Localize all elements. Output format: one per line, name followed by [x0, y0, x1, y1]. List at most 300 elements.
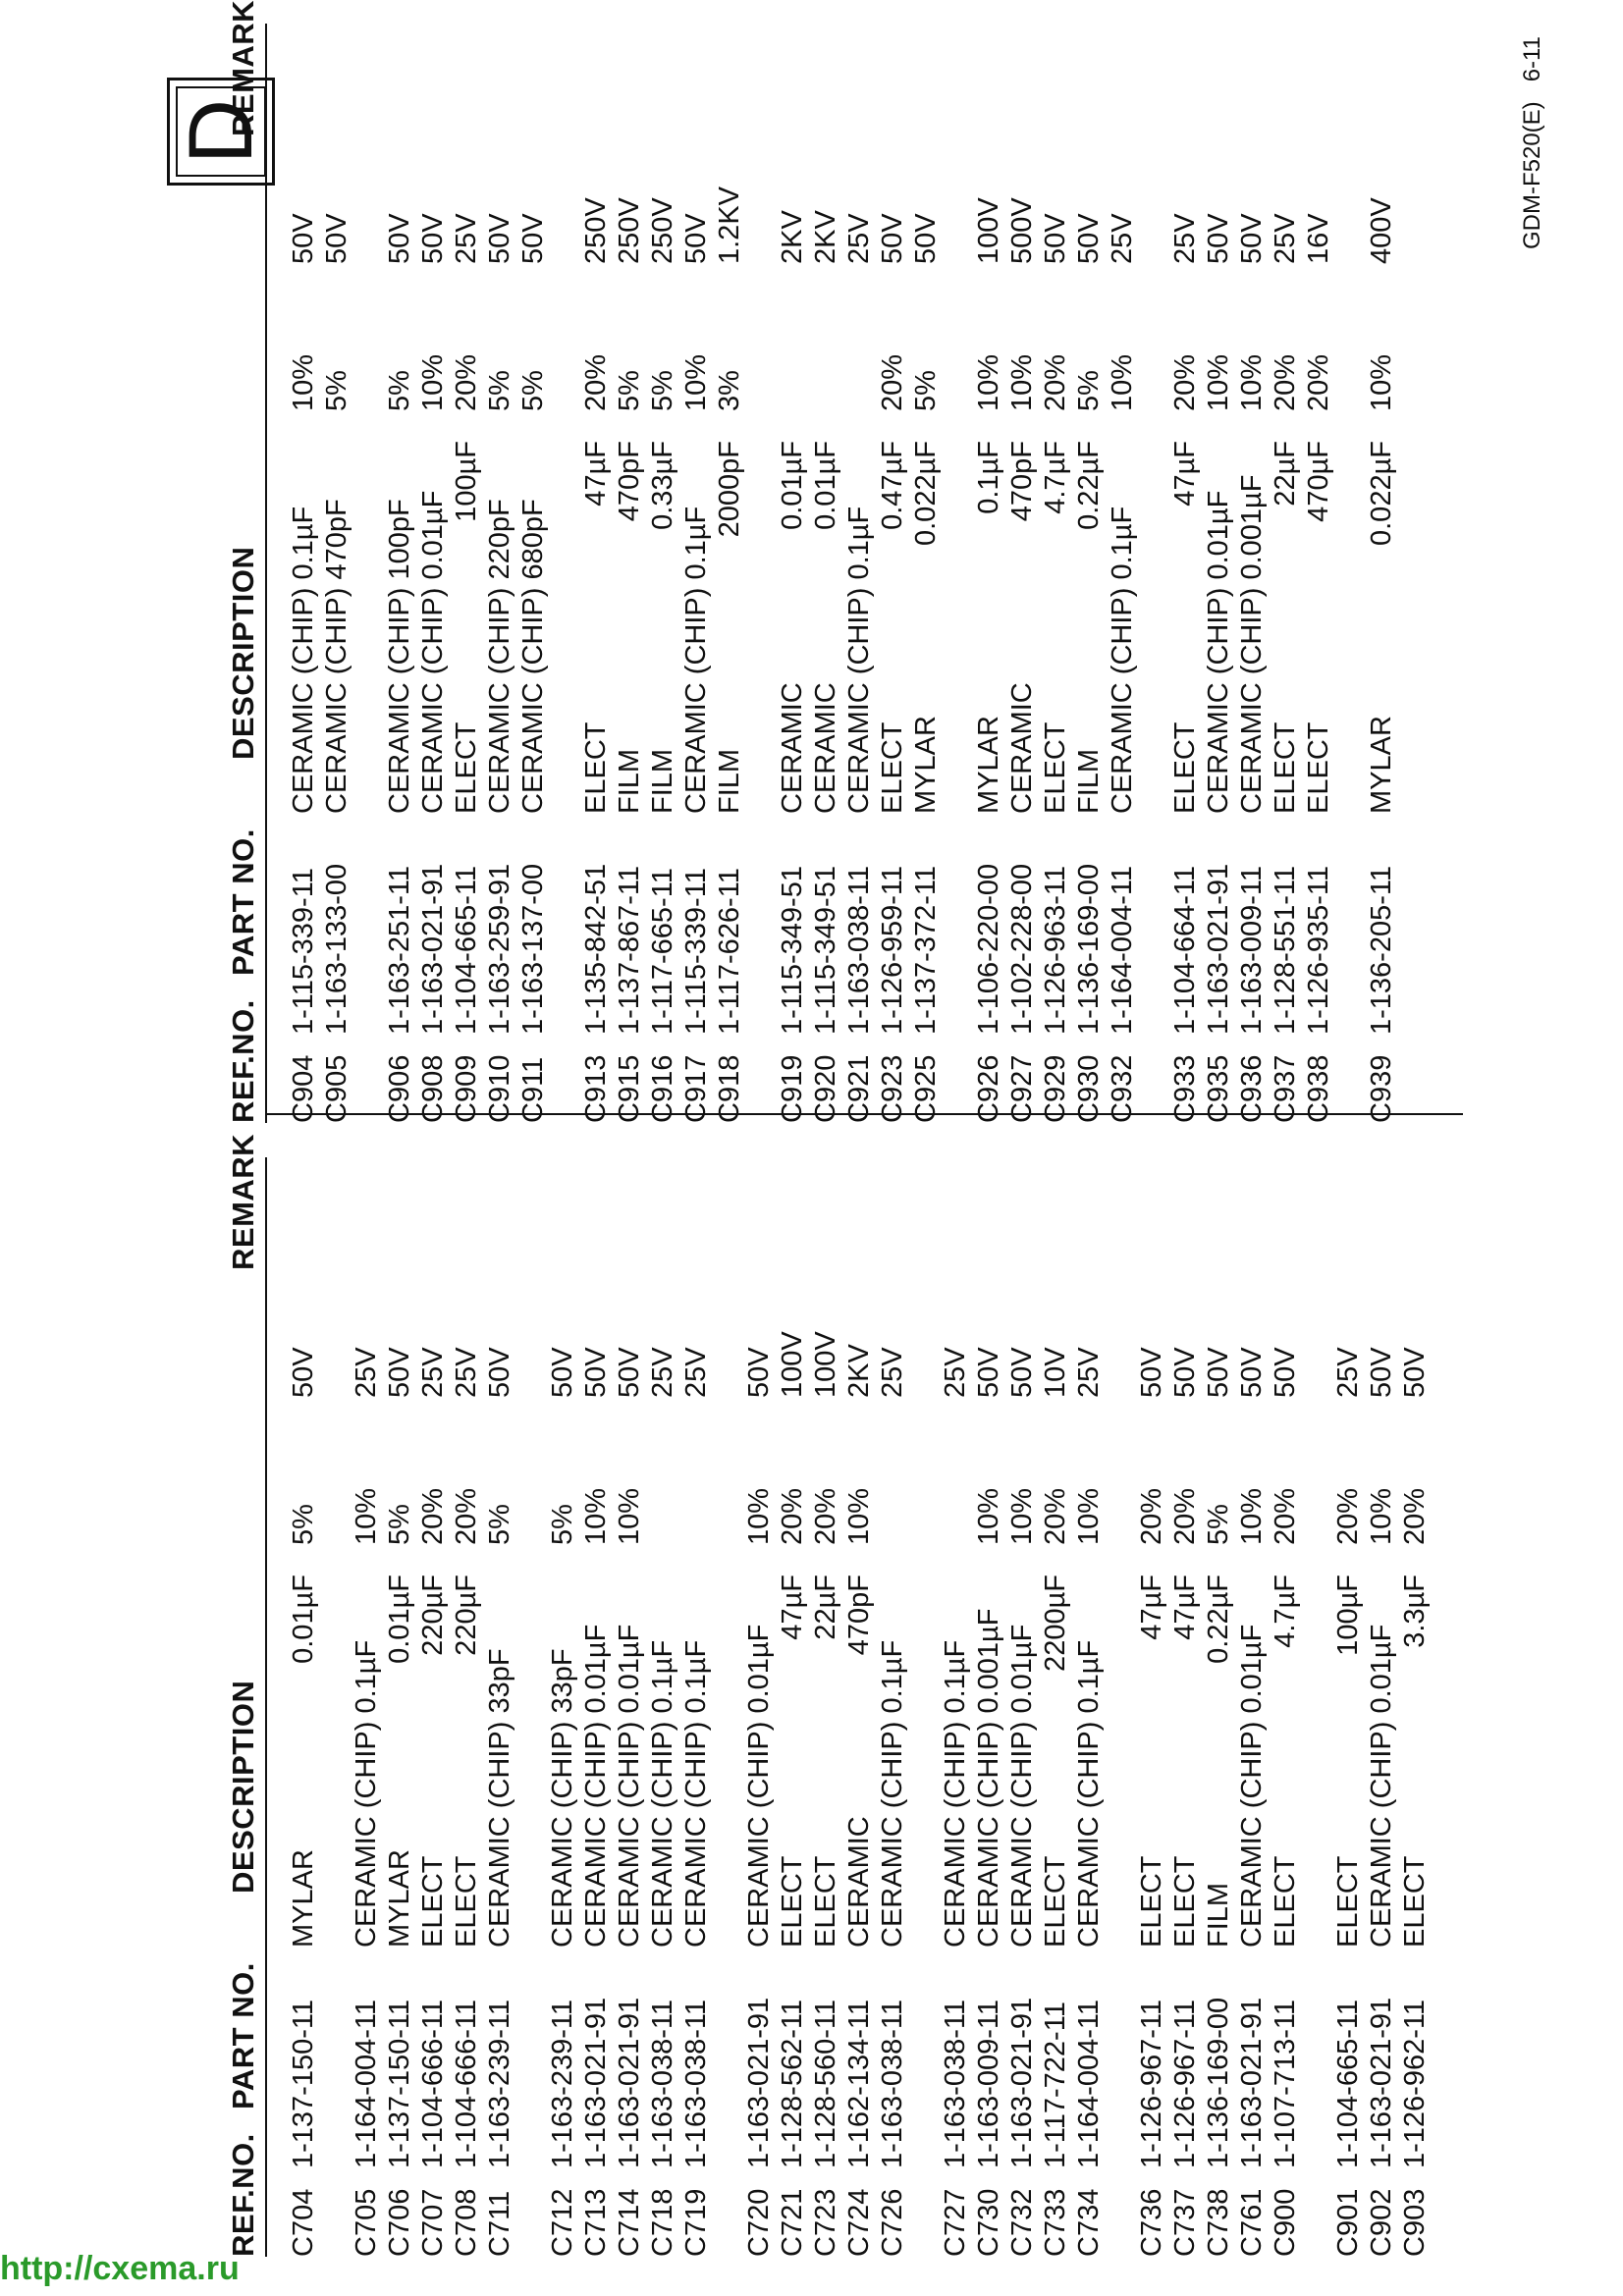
value-cell: 100µF — [1332, 1575, 1364, 1656]
ref-no-cell: C704 — [288, 2188, 319, 2257]
tolerance-cell: 10% — [973, 353, 1004, 411]
table-header-left — [226, 1133, 261, 2257]
remark-cell: 50V — [1203, 213, 1234, 264]
part-no-cell: 1-163-259-91 — [484, 863, 515, 1035]
remark-cell: 400V — [1366, 197, 1397, 264]
ref-no-cell: C712 — [547, 2188, 578, 2257]
tolerance-cell: 5% — [647, 370, 678, 411]
part-no-cell: 1-128-560-11 — [810, 2000, 841, 2168]
value-cell: 3.3µF — [1399, 1575, 1431, 1648]
description-cell: MYLAR — [288, 1849, 319, 1948]
ref-no-cell: C921 — [843, 1054, 875, 1123]
part-no-cell: 1-117-722-11 — [1040, 2002, 1071, 2168]
parts-table-left — [0, 1128, 1623, 2257]
table-row — [383, 24, 416, 1123]
ref-no-cell: C708 — [451, 2188, 482, 2257]
value-cell: 0.22µF — [1073, 441, 1105, 530]
ref-no-cell: C705 — [351, 2188, 382, 2257]
ref-no-cell: C920 — [810, 1054, 841, 1123]
table-row — [416, 24, 450, 1123]
part-no-cell: 1-163-021-91 — [417, 863, 449, 1035]
table-row — [1168, 1157, 1202, 2257]
table-row — [939, 1157, 972, 2257]
remark-cell: 50V — [680, 213, 712, 264]
remark-cell: 50V — [973, 1347, 1004, 1398]
section-badge — [167, 78, 275, 186]
ref-no-cell: C711 — [484, 2190, 515, 2257]
table-row — [646, 1157, 679, 2257]
tolerance-cell: 5% — [1203, 1504, 1234, 1545]
table-row — [876, 24, 909, 1123]
table-row — [450, 24, 483, 1123]
description-cell: CERAMIC (CHIP) 0.1µF — [647, 1639, 678, 1948]
part-no-cell: 1-104-666-11 — [417, 2000, 449, 2168]
table-row — [809, 24, 842, 1123]
part-no-cell: 1-115-339-11 — [288, 868, 319, 1035]
table-row — [1135, 1157, 1168, 2257]
table-row — [1202, 1157, 1235, 2257]
value-cell: 47µF — [580, 441, 612, 507]
value-cell: 47µF — [1136, 1575, 1167, 1640]
value-cell: 100µF — [451, 441, 482, 522]
part-no-cell: 1-137-372-11 — [910, 866, 942, 1035]
part-no-cell: 1-163-021-91 — [1366, 1997, 1397, 2168]
table-row — [320, 24, 353, 1123]
part-no-cell: 1-163-021-91 — [614, 1997, 645, 2168]
tolerance-cell: 10% — [1236, 353, 1268, 411]
ref-no-cell: C916 — [647, 1054, 678, 1123]
ref-no-cell: C730 — [973, 2188, 1004, 2257]
ref-no-cell: C906 — [384, 1054, 415, 1123]
value-cell: 0.22µF — [1203, 1575, 1234, 1664]
description-cell: ELECT — [810, 1855, 841, 1948]
part-no-cell: 1-104-665-11 — [451, 866, 482, 1035]
remark-cell: 250V — [614, 197, 645, 264]
part-no-cell: 1-126-963-11 — [1040, 866, 1071, 1035]
ref-no-cell: C933 — [1169, 1054, 1201, 1123]
ref-no-cell: C925 — [910, 1054, 942, 1123]
header-part-no: PART NO. — [226, 1962, 260, 2109]
description-cell: CERAMIC (CHIP) 0.01µF — [614, 1624, 645, 1948]
ref-no-cell: C726 — [877, 2188, 908, 2257]
part-no-cell: 1-163-021-91 — [580, 1997, 612, 2168]
ref-no-cell: C935 — [1203, 1054, 1234, 1123]
tolerance-cell: 5% — [384, 370, 415, 411]
remark-cell: 100V — [810, 1331, 841, 1398]
table-row — [876, 1157, 909, 2257]
ref-no-cell: C913 — [580, 1054, 612, 1123]
table-row — [1398, 1157, 1432, 2257]
tolerance-cell: 10% — [1236, 1487, 1268, 1545]
tolerance-cell: 5% — [517, 370, 549, 411]
part-no-cell: 1-163-137-00 — [517, 863, 549, 1035]
table-row — [809, 1157, 842, 2257]
description-cell: ELECT — [877, 721, 908, 814]
value-cell: 0.33µF — [647, 441, 678, 530]
part-no-cell: 1-136-205-11 — [1366, 866, 1397, 1035]
tolerance-cell: 20% — [1270, 1487, 1301, 1545]
table-row — [1269, 1157, 1302, 2257]
part-no-cell: 1-126-967-11 — [1136, 2000, 1167, 2168]
remark-cell: 25V — [451, 1347, 482, 1398]
part-no-cell: 1-163-133-00 — [321, 863, 352, 1035]
site-link[interactable]: http://cxema.ru — [0, 2250, 240, 2287]
table-row — [646, 24, 679, 1123]
remark-cell: 50V — [614, 1347, 645, 1398]
value-cell: 0.01µF — [288, 1575, 319, 1664]
ref-no-cell: C917 — [680, 1054, 712, 1123]
tolerance-cell: 5% — [384, 1504, 415, 1545]
ref-no-cell: C908 — [417, 1054, 449, 1123]
tolerance-cell: 10% — [1366, 1487, 1397, 1545]
description-cell: CERAMIC (CHIP) 220pF — [484, 499, 515, 814]
remark-cell: 25V — [877, 1347, 908, 1398]
remark-cell: 50V — [1169, 1347, 1201, 1398]
ref-no-cell: C720 — [743, 2188, 775, 2257]
tolerance-cell: 20% — [1399, 1487, 1431, 1545]
tolerance-cell: 10% — [680, 353, 712, 411]
ref-no-cell: C936 — [1236, 1054, 1268, 1123]
tolerance-cell: 5% — [910, 370, 942, 411]
table-row — [1365, 1157, 1398, 2257]
tolerance-cell: 10% — [1366, 353, 1397, 411]
part-no-cell: 1-163-009-11 — [973, 2000, 1004, 2168]
part-no-cell: 1-163-038-11 — [877, 2000, 908, 2168]
table-row — [1269, 24, 1302, 1123]
part-no-cell: 1-126-967-11 — [1169, 2000, 1201, 2168]
tolerance-cell: 20% — [1303, 353, 1334, 411]
ref-no-cell: C927 — [1006, 1054, 1038, 1123]
table-row — [383, 1157, 416, 2257]
value-cell: 0.1µF — [973, 441, 1004, 514]
tolerance-cell: 20% — [1332, 1487, 1364, 1545]
value-cell: 47µF — [1169, 441, 1201, 507]
table-body-right — [287, 24, 1398, 1123]
tolerance-cell: 20% — [1040, 1487, 1071, 1545]
description-cell: CERAMIC (CHIP) 0.01µF — [1236, 1624, 1268, 1948]
part-no-cell: 1-126-935-11 — [1303, 866, 1334, 1035]
description-cell: ELECT — [1332, 1855, 1364, 1948]
part-no-cell: 1-163-021-91 — [1203, 863, 1234, 1035]
description-cell: ELECT — [580, 721, 612, 814]
ref-no-cell: C929 — [1040, 1054, 1071, 1123]
table-row — [287, 1157, 320, 2257]
part-no-cell: 1-126-962-11 — [1399, 2000, 1431, 2168]
description-cell: ELECT — [451, 721, 482, 814]
remark-cell: 25V — [843, 213, 875, 264]
tolerance-cell: 20% — [810, 1487, 841, 1545]
table-row — [546, 1157, 579, 2257]
header-rule-left — [265, 1157, 267, 2257]
tolerance-cell: 10% — [288, 353, 319, 411]
ref-no-cell: C733 — [1040, 2188, 1071, 2257]
tolerance-cell: 10% — [1107, 353, 1138, 411]
part-no-cell: 1-137-150-11 — [288, 2000, 319, 2168]
table-row — [742, 1157, 776, 2257]
ref-no-cell: C903 — [1399, 2188, 1431, 2257]
ref-no-cell: C734 — [1073, 2188, 1105, 2257]
ref-no-cell: C723 — [810, 2188, 841, 2257]
remark-cell: 50V — [384, 1347, 415, 1398]
table-row — [483, 24, 516, 1123]
value-cell: 2200µF — [1040, 1575, 1071, 1672]
ref-no-cell: C926 — [973, 1054, 1004, 1123]
tolerance-cell: 5% — [484, 370, 515, 411]
value-cell: 0.01µF — [777, 441, 808, 530]
tolerance-cell: 10% — [1006, 1487, 1038, 1545]
part-no-cell: 1-163-239-11 — [484, 2000, 515, 2168]
description-cell: ELECT — [1136, 1855, 1167, 1948]
tolerance-cell: 10% — [417, 353, 449, 411]
value-cell: 470µF — [1303, 441, 1334, 522]
ref-no-cell: C900 — [1270, 2188, 1301, 2257]
tolerance-cell: 5% — [484, 1504, 515, 1545]
part-no-cell: 1-164-004-11 — [351, 2000, 382, 2168]
table-row — [613, 24, 646, 1123]
part-no-cell: 1-104-666-11 — [451, 2000, 482, 2168]
part-no-cell: 1-137-867-11 — [614, 866, 645, 1035]
value-cell: 2000pF — [714, 441, 745, 538]
remark-cell: 2KV — [843, 1344, 875, 1398]
part-no-cell: 1-106-220-00 — [973, 863, 1004, 1035]
description-cell: FILM — [614, 748, 645, 814]
description-cell: CERAMIC (CHIP) 100pF — [384, 499, 415, 814]
table-header-right — [226, 0, 261, 1123]
ref-no-cell: C901 — [1332, 2188, 1364, 2257]
value-cell: 470pF — [843, 1575, 875, 1656]
remark-cell: 50V — [580, 1347, 612, 1398]
value-cell: 4.7µF — [1270, 1575, 1301, 1648]
description-cell: CERAMIC (CHIP) 0.1µF — [843, 506, 875, 814]
description-cell: ELECT — [1040, 721, 1071, 814]
tolerance-cell: 10% — [1006, 353, 1038, 411]
remark-cell: 25V — [940, 1347, 971, 1398]
table-row — [579, 1157, 613, 2257]
description-cell: CERAMIC — [1006, 682, 1038, 814]
part-no-cell: 1-135-842-51 — [580, 863, 612, 1035]
description-cell: CERAMIC — [810, 682, 841, 814]
part-no-cell: 1-162-134-11 — [843, 2000, 875, 2168]
remark-cell: 50V — [877, 213, 908, 264]
remark-cell: 50V — [1236, 1347, 1268, 1398]
tolerance-cell: 20% — [451, 353, 482, 411]
table-row — [516, 24, 550, 1123]
value-cell: 22µF — [1270, 441, 1301, 507]
table-body-left — [287, 1157, 1432, 2257]
ref-no-cell: C719 — [680, 2188, 712, 2257]
remark-cell: 50V — [1236, 213, 1268, 264]
part-no-cell: 1-163-038-11 — [843, 866, 875, 1035]
table-row — [1039, 1157, 1072, 2257]
part-no-cell: 1-137-150-11 — [384, 2000, 415, 2168]
table-row — [613, 1157, 646, 2257]
ref-no-cell: C706 — [384, 2188, 415, 2257]
remark-cell: 25V — [1169, 213, 1201, 264]
remark-cell: 25V — [451, 213, 482, 264]
part-no-cell: 1-163-009-11 — [1236, 866, 1268, 1035]
table-row — [909, 24, 943, 1123]
ref-no-cell: C732 — [1006, 2188, 1038, 2257]
remark-cell: 50V — [1203, 1347, 1234, 1398]
remark-cell: 25V — [417, 1347, 449, 1398]
remark-cell: 25V — [1270, 213, 1301, 264]
table-row — [972, 1157, 1005, 2257]
header-rule-right — [265, 24, 267, 1123]
table-row — [287, 24, 320, 1123]
value-cell: 470pF — [614, 441, 645, 522]
table-row — [776, 1157, 809, 2257]
description-cell: MYLAR — [973, 716, 1004, 814]
value-cell: 22µF — [810, 1575, 841, 1640]
part-no-cell: 1-163-021-91 — [1006, 1997, 1038, 2168]
ref-no-cell: C761 — [1236, 2188, 1268, 2257]
description-cell: CERAMIC (CHIP) 0.01µF — [1006, 1624, 1038, 1948]
description-cell: CERAMIC — [843, 1816, 875, 1948]
ref-no-cell: C930 — [1073, 1054, 1105, 1123]
description-cell: FILM — [1073, 748, 1105, 814]
tolerance-cell: 5% — [288, 1504, 319, 1545]
value-cell: 4.7µF — [1040, 441, 1071, 514]
part-no-cell: 1-163-038-11 — [680, 2000, 712, 2168]
remark-cell: 25V — [1107, 213, 1138, 264]
remark-cell: 50V — [1073, 213, 1105, 264]
table-row — [1302, 24, 1335, 1123]
remark-cell: 50V — [517, 213, 549, 264]
part-no-cell: 1-115-339-11 — [680, 868, 712, 1035]
ref-no-cell: C904 — [288, 1054, 319, 1123]
tolerance-cell: 3% — [714, 370, 745, 411]
part-no-cell: 1-128-562-11 — [777, 2000, 808, 2168]
tolerance-cell: 10% — [614, 1487, 645, 1545]
table-row — [1072, 1157, 1106, 2257]
remark-cell: 25V — [1073, 1347, 1105, 1398]
table-row — [1168, 24, 1202, 1123]
description-cell: CERAMIC (CHIP) 0.001µF — [973, 1608, 1004, 1948]
remark-cell: 500V — [1006, 197, 1038, 264]
description-cell: CERAMIC (CHIP) 0.01µF — [417, 490, 449, 814]
remark-cell: 50V — [484, 213, 515, 264]
part-no-cell: 1-163-021-91 — [743, 1997, 775, 2168]
ref-no-cell: C724 — [843, 2188, 875, 2257]
tolerance-cell: 20% — [417, 1487, 449, 1545]
table-row — [842, 24, 876, 1123]
description-cell: ELECT — [1399, 1855, 1431, 1948]
table-row — [1005, 24, 1039, 1123]
tolerance-cell: 20% — [1040, 353, 1071, 411]
remark-cell: 250V — [580, 197, 612, 264]
tolerance-cell: 10% — [843, 1487, 875, 1545]
description-cell: CERAMIC (CHIP) 33pF — [547, 1648, 578, 1948]
description-cell: ELECT — [1169, 721, 1201, 814]
table-row — [1106, 24, 1139, 1123]
part-no-cell: 1-164-004-11 — [1107, 866, 1138, 1035]
table-row — [679, 24, 713, 1123]
header-remark: REMARK — [226, 1133, 260, 1270]
ref-no-cell: C938 — [1303, 1054, 1334, 1123]
tolerance-cell: 5% — [547, 1504, 578, 1545]
badge-letter: D — [170, 98, 271, 165]
description-cell: ELECT — [777, 1855, 808, 1948]
part-no-cell: 1-163-038-11 — [647, 2000, 678, 2168]
tolerance-cell: 20% — [777, 1487, 808, 1545]
tolerance-cell: 10% — [580, 1487, 612, 1545]
description-cell: CERAMIC (CHIP) 0.1µF — [1107, 506, 1138, 814]
description-cell: CERAMIC (CHIP) 33pF — [484, 1648, 515, 1948]
tolerance-cell: 20% — [1136, 1487, 1167, 1545]
remark-cell: 50V — [910, 213, 942, 264]
tolerance-cell: 20% — [451, 1487, 482, 1545]
table-row — [1039, 24, 1072, 1123]
description-cell: ELECT — [1303, 721, 1334, 814]
tolerance-cell: 10% — [351, 1487, 382, 1545]
footer-model: GDM-F520(E) — [1519, 101, 1545, 249]
description-cell: CERAMIC (CHIP) 0.1µF — [877, 1639, 908, 1948]
description-cell: FILM — [647, 748, 678, 814]
tolerance-cell: 20% — [1169, 1487, 1201, 1545]
ref-no-cell: C714 — [614, 2188, 645, 2257]
remark-cell: 10V — [1040, 1347, 1071, 1398]
remark-cell: 50V — [1040, 213, 1071, 264]
tolerance-cell: 20% — [1270, 353, 1301, 411]
ref-no-cell: C909 — [451, 1054, 482, 1123]
description-cell: CERAMIC (CHIP) 0.1µF — [351, 1639, 382, 1948]
part-no-cell: 1-126-959-11 — [877, 866, 908, 1035]
ref-no-cell: C721 — [777, 2188, 808, 2257]
part-no-cell: 1-164-004-11 — [1073, 2000, 1105, 2168]
value-cell: 47µF — [1169, 1575, 1201, 1640]
remark-cell: 50V — [484, 1347, 515, 1398]
ref-no-cell: C918 — [714, 1054, 745, 1123]
remark-cell: 16V — [1303, 213, 1334, 264]
part-no-cell: 1-104-665-11 — [1332, 2000, 1364, 2168]
table-row — [1235, 1157, 1269, 2257]
footer-code — [1519, 36, 1546, 249]
remark-cell: 25V — [351, 1347, 382, 1398]
remark-cell: 100V — [973, 197, 1004, 264]
table-row — [1005, 1157, 1039, 2257]
part-no-cell: 1-117-665-11 — [647, 868, 678, 1035]
ref-no-cell: C718 — [647, 2188, 678, 2257]
ref-no-cell: C910 — [484, 1054, 515, 1123]
description-cell: CERAMIC (CHIP) 470pF — [321, 499, 352, 814]
table-row — [1202, 24, 1235, 1123]
remark-cell: 50V — [288, 1347, 319, 1398]
description-cell: FILM — [1203, 1882, 1234, 1948]
remark-cell: 50V — [288, 213, 319, 264]
part-no-cell: 1-115-349-51 — [777, 866, 808, 1035]
remark-cell: 50V — [1006, 1347, 1038, 1398]
description-cell: ELECT — [1169, 1855, 1201, 1948]
description-cell: ELECT — [1040, 1855, 1071, 1948]
remark-cell: 1.2KV — [714, 187, 745, 264]
remark-cell: 50V — [743, 1347, 775, 1398]
description-cell: CERAMIC (CHIP) 0.1µF — [680, 506, 712, 814]
value-cell: 0.01µF — [384, 1575, 415, 1664]
description-cell: CERAMIC (CHIP) 0.1µF — [680, 1639, 712, 1948]
part-no-cell: 1-104-664-11 — [1169, 866, 1201, 1035]
table-row — [579, 24, 613, 1123]
part-no-cell: 1-102-228-00 — [1006, 863, 1038, 1035]
value-cell: 0.47µF — [877, 441, 908, 530]
ref-no-cell: C932 — [1107, 1054, 1138, 1123]
table-row — [972, 24, 1005, 1123]
ref-no-cell: C937 — [1270, 1054, 1301, 1123]
description-cell: CERAMIC (CHIP) 0.01µF — [1203, 490, 1234, 814]
description-cell: CERAMIC (CHIP) 0.01µF — [1366, 1624, 1397, 1948]
table-row — [450, 1157, 483, 2257]
ref-no-cell: C919 — [777, 1054, 808, 1123]
tolerance-cell: 20% — [877, 353, 908, 411]
